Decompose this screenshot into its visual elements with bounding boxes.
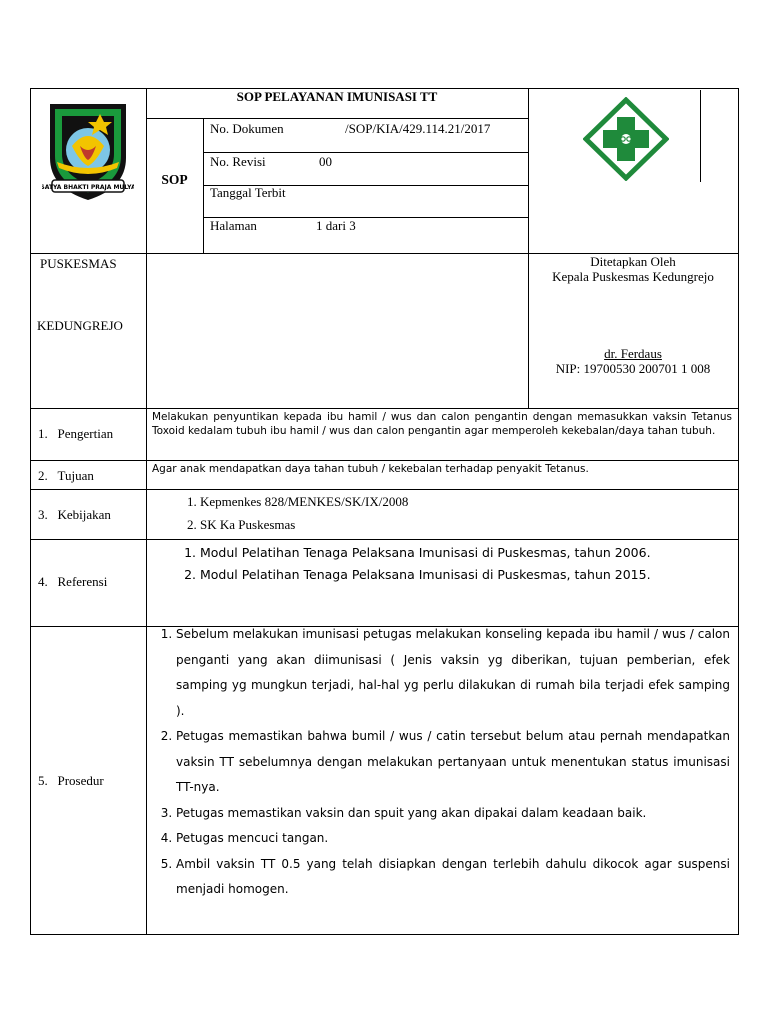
svg-text:SATYA BHAKTI PRAJA MULYA: SATYA BHAKTI PRAJA MULYA: [42, 184, 134, 191]
field-label-halaman: Halaman: [210, 218, 257, 233]
org-name-line2: KEDUNGREJO: [37, 318, 123, 333]
field-value-halaman: 1 dari 3: [316, 218, 356, 233]
list-item: 2. SK Ka Puskesmas: [200, 513, 720, 536]
pengertian-text: Melakukan penyuntikan kepada ibu hamil / wus dan calon pengantin dengan memasukkan vaksin Tetanus Toxoid kedalam tubuh ibu hamil / wus dan calon pengantin agar memperoleh kekebalan/daya tahan tubuh.: [152, 411, 732, 437]
referensi-list: [200, 540, 725, 583]
puskesmas-logo: [583, 97, 669, 181]
approver-nip: NIP: 19700530 200701 1 008: [555, 361, 711, 376]
list-item: 1. Kepmenkes 828/MENKES/SK/IX/2008: [200, 490, 720, 513]
field-value-no-revisi: 00: [319, 154, 332, 169]
tujuan-text: Agar anak mendapatkan daya tahan tubuh / kekebalan terhadap penyakit Tetanus.: [152, 463, 589, 475]
section-label-pengertian: 1. Pengertian: [38, 426, 114, 441]
field-value-no-dokumen: /SOP/KIA/429.114.21/2017: [345, 121, 491, 136]
list-item: 4. Petugas mencuci tangan.: [176, 826, 730, 852]
section-label-tujuan: 2. Tujuan: [38, 468, 94, 483]
list-item: 1. Modul Pelatihan Tenaga Pelaksana Imunisasi di Puskesmas, tahun 2006.: [200, 540, 725, 565]
section-label-referensi: 4. Referensi: [38, 574, 108, 589]
field-label-tanggal-terbit: Tanggal Terbit: [210, 185, 286, 200]
list-item: 2. Petugas memastikan bahwa bumil / wus / catin tersebut belum atau pernah mendapatkan vaksin TT sebelumnya dengan melakukan pertanyaan untuk menentukan status imunisasi TT-nya.: [176, 724, 730, 801]
approval-line1: Ditetapkan Oleh: [590, 254, 676, 269]
org-name-line1: PUSKESMAS: [40, 256, 117, 271]
approval-line2: Kepala Puskesmas Kedungrejo: [552, 269, 714, 284]
list-item: 1. Sebelum melakukan imunisasi petugas melakukan konseling kepada ibu hamil / wus / calon penganti yang akan diimunisasi ( Jenis vaksin yg diberikan, tujuan pemberian, efek samping yg mungkun terjadi, hal-hal yg perlu dilakukan di rumah bila terjadi efek samping ).: [176, 622, 730, 724]
section-label-kebijakan: 3. Kebijakan: [38, 507, 111, 522]
section-label-prosedur: 5. Prosedur: [38, 773, 104, 788]
list-item: 3. Petugas memastikan vaksin dan spuit yang akan dipakai dalam keadaan baik.: [176, 801, 730, 827]
sop-label: SOP: [161, 172, 188, 187]
approver-name: dr. Ferdaus: [604, 346, 662, 361]
list-item: 2. Modul Pelatihan Tenaga Pelaksana Imunisasi di Puskesmas, tahun 2015.: [200, 567, 725, 583]
kebijakan-list: [200, 490, 720, 536]
list-item: 5. Ambil vaksin TT 0.5 yang telah disiapkan dengan terlebih dahulu dikocok agar suspensi menjadi homogen.: [176, 852, 730, 903]
document-title: SOP PELAYANAN IMUNISASI TT: [236, 89, 438, 104]
field-label-no-revisi: No. Revisi: [210, 154, 266, 169]
regency-logo: [42, 96, 134, 206]
field-label-no-dokumen: No. Dokumen: [210, 121, 284, 136]
prosedur-list: [176, 622, 730, 903]
